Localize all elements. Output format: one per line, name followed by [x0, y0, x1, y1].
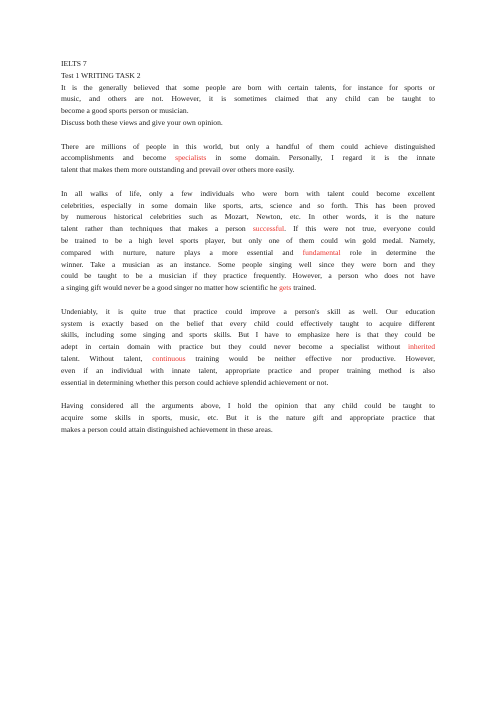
text-line: by numerous historical celebrities such as Mozart, Newton, etc. In other words, it is the nature: [61, 212, 435, 222]
essay-paragraph-body-2: [61, 306, 435, 389]
prompt-line: music, and others are not. However, it is sometimes claimed that any child can be taught to: [61, 94, 435, 104]
document-body: [61, 58, 435, 436]
prompt-question: Discuss both these views and give your own opinion.: [61, 117, 223, 127]
text-line: Having considered all the arguments above, I hold the opinion that any child could be taught to: [61, 401, 435, 411]
highlighted-word: specialists: [175, 153, 207, 163]
text-line: Undeniably, it is quite true that practice could improve a person's skill as well. Our education: [61, 306, 435, 316]
task-prompt: [61, 82, 435, 129]
text-line: In all walks of life, only a few individuals who were born with talent could become excellent: [61, 188, 435, 198]
highlighted-word: successful: [252, 224, 285, 234]
text-line: even if an individual with innate talent, appropriate practice and proper training method is also: [61, 365, 435, 375]
highlighted-word: fundamental: [302, 247, 341, 257]
text-line: compared with nurture, nature plays a more essential and fundamental role in determine the: [61, 247, 436, 257]
highlighted-word: continuous: [152, 353, 186, 363]
highlighted-word: gets: [279, 283, 292, 293]
text-line: winner. Take a musician as an instance. Some people singing well since they were born and they: [61, 259, 435, 269]
text-line: talent that makes them more outstanding and prevail over others more easily.: [61, 165, 295, 175]
prompt-line: become a good sports person or musician.: [61, 106, 189, 116]
essay-paragraph-conclusion: [61, 400, 435, 435]
essay-paragraph-intro: [61, 141, 435, 176]
highlighted-word: inherited: [408, 342, 435, 352]
text-line: celebrities, especially in some domain like sports, arts, science and so forth. This has been proved: [61, 200, 435, 210]
text-line: a singing gift would never be a good singer no matter how scientific he gets trained.: [61, 283, 317, 293]
text-line: essential in determining whether this person could achieve splendid achievement or not.: [61, 377, 329, 387]
text-line: There are millions of people in this world, but only a handful of them could achieve distinguished: [61, 141, 435, 151]
prompt-line: It is the generally believed that some people are born with certain talents, for instance for sports or: [61, 82, 435, 92]
essay-paragraph-body-1: [61, 188, 435, 294]
text-line: accomplishments and become specialists in some domain. Personally, I regard it is the innate: [61, 153, 435, 163]
paragraph-gap: [61, 129, 435, 141]
paragraph-gap: [61, 294, 435, 306]
text-line: talent. Without talent, continuous training would be neither effective nor productive. However,: [61, 353, 435, 363]
text-line: talent rather than techniques that makes a person successful. If this were not true, everyone could: [61, 224, 435, 234]
paragraph-gap: [61, 388, 435, 400]
task-heading: Test 1 WRITING TASK 2: [61, 70, 141, 80]
text-line: be trained to be a high level sports player, but only one of them could win gold medal. Namely,: [61, 235, 435, 245]
text-line: makes a person could attain distinguished achievement in these areas.: [61, 424, 273, 434]
text-line: acquire some skills in sports, music, etc. But it is the nature gift and appropriate practice that: [61, 412, 435, 422]
text-line: adept in certain domain with practice but they could never become a specialist without inherited: [61, 342, 435, 352]
text-line: could be taught to be a musician if they practice frequently. However, a person who does not have: [61, 271, 435, 281]
paragraph-gap: [61, 176, 435, 188]
document-title: IELTS 7: [61, 59, 87, 68]
text-line: skills, including some singing and sports skills. But I have to emphasize here is that they could be: [61, 330, 435, 340]
text-line: system is exactly based on the belief that every child could effectively taught to acquire different: [61, 318, 435, 328]
